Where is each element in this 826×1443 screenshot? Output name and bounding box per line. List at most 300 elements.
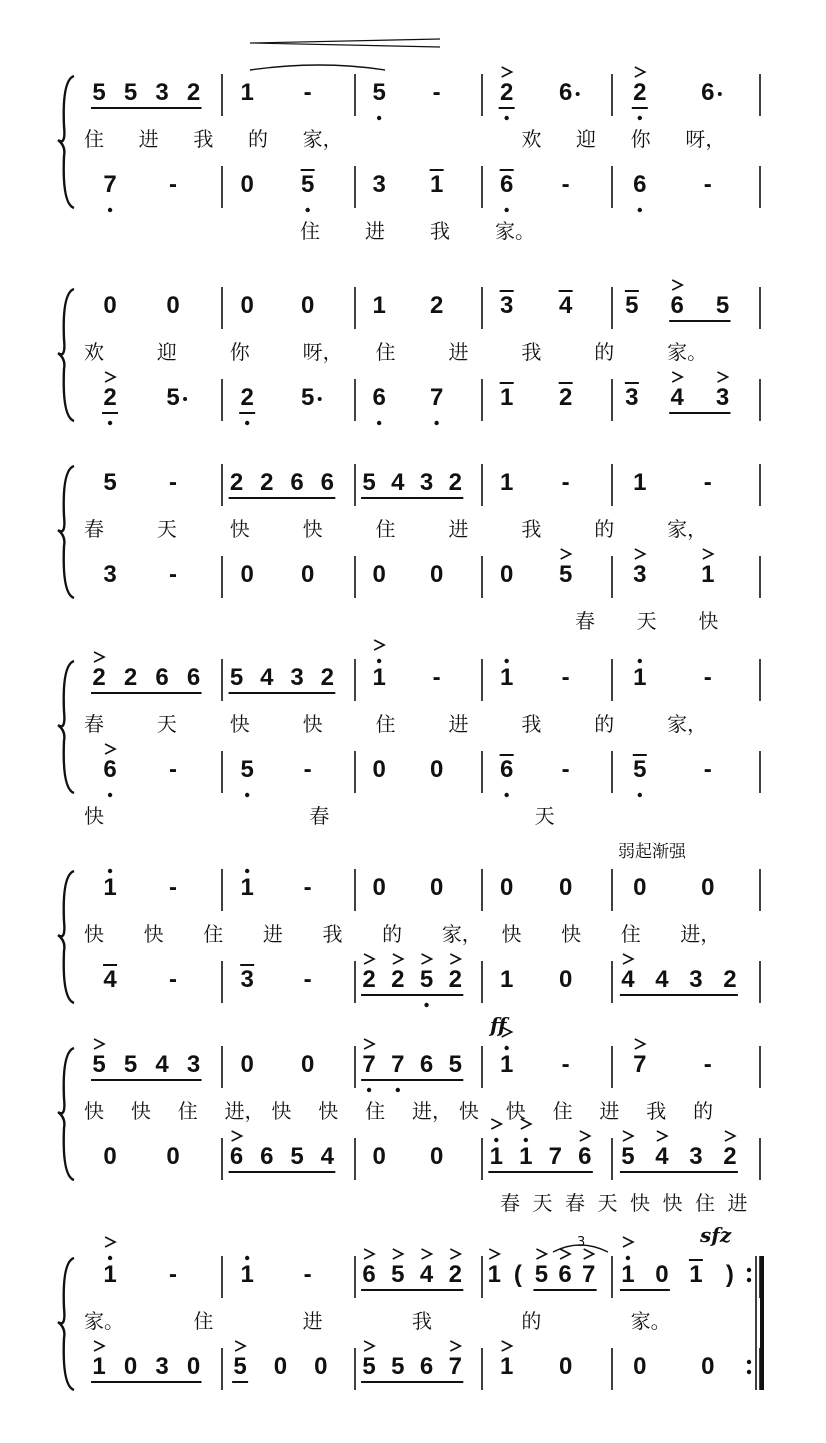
accent-mark xyxy=(584,1249,594,1259)
octave-dot-below xyxy=(245,421,249,425)
note: 0 xyxy=(103,292,117,319)
lyrics-line xyxy=(84,1099,713,1123)
note: 6 xyxy=(633,171,647,198)
octave-dot-above xyxy=(504,659,508,663)
dynamic-mark: sfz xyxy=(700,1223,732,1247)
staff-line-upper xyxy=(91,67,760,120)
lyric: 的 xyxy=(248,127,268,151)
accent-mark xyxy=(393,954,403,964)
lyrics-line xyxy=(575,609,718,633)
note: 6 xyxy=(419,1353,434,1380)
note: 1 xyxy=(499,1051,514,1078)
system-brace xyxy=(58,661,74,793)
note: 1 xyxy=(487,1261,501,1288)
note: 7 xyxy=(429,384,444,411)
note: 2 xyxy=(103,384,117,411)
note: 1 xyxy=(633,469,647,496)
note: 0 xyxy=(273,1353,288,1380)
lyric: 春 xyxy=(575,609,595,633)
accent-mark xyxy=(623,1237,633,1247)
lyrics-line xyxy=(84,127,725,151)
lyric: 快 xyxy=(302,712,323,736)
accent-mark xyxy=(422,1249,432,1259)
note: 1 xyxy=(621,1261,635,1288)
note: 4 xyxy=(391,469,405,496)
note: 0 xyxy=(558,874,573,901)
note: 7 xyxy=(548,1143,563,1170)
lyrics-line xyxy=(84,1309,671,1333)
note: 1 xyxy=(499,469,514,496)
lyric: 天 xyxy=(534,804,555,828)
lyric: 家， xyxy=(441,922,482,946)
lyric: 欢 xyxy=(521,127,542,151)
note: 0 xyxy=(429,1143,444,1170)
slur xyxy=(250,65,385,70)
accent-mark xyxy=(364,1341,374,1351)
note: 6 xyxy=(578,1143,592,1170)
note: 6 xyxy=(419,1051,434,1078)
lyric: 进 xyxy=(727,1191,748,1215)
lyric: 快 xyxy=(561,922,582,946)
octave-dot-above xyxy=(108,1256,112,1260)
staff-line-upper xyxy=(103,464,760,506)
note: 0 xyxy=(300,292,315,319)
lyric: 进 xyxy=(262,922,283,946)
lyric: 住 xyxy=(375,517,396,541)
accent-mark xyxy=(393,1249,403,1259)
staff-line-upper xyxy=(103,869,760,911)
lyric: 呀， xyxy=(685,127,726,151)
note: - xyxy=(169,171,178,198)
lyric: 家。 xyxy=(84,1309,124,1333)
note: 0 xyxy=(240,171,254,198)
staff-line-upper xyxy=(91,640,760,701)
accent-mark xyxy=(450,1249,460,1259)
lyric: 快 xyxy=(630,1191,650,1215)
note: 3 xyxy=(419,469,434,496)
note: - xyxy=(561,469,570,496)
note: 2 xyxy=(499,79,514,106)
accent-mark xyxy=(536,1249,546,1259)
accent-mark xyxy=(105,744,115,754)
note: 1 xyxy=(92,1353,106,1380)
note: 7 xyxy=(448,1353,462,1380)
accent-mark xyxy=(232,1131,242,1141)
lyrics-line xyxy=(84,340,707,364)
accent-mark xyxy=(105,1237,115,1247)
accent-mark xyxy=(623,1131,633,1141)
lyric: 快 xyxy=(501,922,522,946)
note: 5 xyxy=(362,1353,376,1380)
octave-dot-below xyxy=(108,793,112,797)
augmentation-dot xyxy=(318,397,322,401)
lyric: 住 xyxy=(375,340,396,364)
lyrics-line xyxy=(84,804,555,828)
triplet-number: 3 xyxy=(577,1235,586,1250)
accent-mark xyxy=(94,1341,104,1351)
note: 2 xyxy=(186,79,201,106)
note: 0 xyxy=(655,1261,669,1288)
note: 3 xyxy=(103,561,117,588)
note: 3 xyxy=(290,664,304,691)
note: 5 xyxy=(92,79,106,106)
note: 5 xyxy=(534,1261,549,1288)
lyric: 家。 xyxy=(495,219,535,243)
repeat-dot xyxy=(747,1360,751,1364)
accent-mark xyxy=(450,954,460,964)
note: 4 xyxy=(103,966,117,993)
octave-dot-below xyxy=(367,1088,371,1092)
accent-mark xyxy=(502,67,512,77)
note: 2 xyxy=(240,384,254,411)
octave-dot-below xyxy=(638,793,642,797)
note: 2 xyxy=(633,79,647,106)
note: 3 xyxy=(372,171,386,198)
accent-mark xyxy=(703,549,713,559)
note: - xyxy=(169,966,178,993)
octave-dot-below xyxy=(504,208,508,212)
note: 1 xyxy=(519,1143,533,1170)
lyric: 住 xyxy=(552,1099,573,1123)
lyric: 快 xyxy=(458,1099,479,1123)
note: 1 xyxy=(701,561,715,588)
accent-mark xyxy=(94,1039,104,1049)
note: 3 xyxy=(689,966,703,993)
staff-line-lower xyxy=(91,1341,760,1390)
note: 0 xyxy=(300,1051,315,1078)
lyric: 进 xyxy=(448,517,469,541)
note: 2 xyxy=(362,966,376,993)
lyric: 快 xyxy=(229,712,250,736)
note: 2 xyxy=(723,1143,737,1170)
lyric: 欢 xyxy=(84,340,104,364)
note: - xyxy=(703,171,712,198)
note: 7 xyxy=(633,1051,647,1078)
lyric: 我 xyxy=(322,922,343,946)
note: 2 xyxy=(92,664,106,691)
lyric: 进 xyxy=(448,340,469,364)
note: 7 xyxy=(391,1051,405,1078)
lyric: 的 xyxy=(594,340,615,364)
octave-dot-above xyxy=(377,659,381,663)
lyric: 的 xyxy=(521,1309,542,1333)
accent-mark xyxy=(450,1341,460,1351)
note: 1 xyxy=(103,1261,117,1288)
note: - xyxy=(561,171,570,198)
octave-dot-above xyxy=(524,1138,528,1142)
note: 0 xyxy=(240,292,254,319)
accent-mark xyxy=(491,1119,501,1129)
note: 2 xyxy=(123,664,138,691)
staff-line-upper xyxy=(103,280,760,329)
note: 5 xyxy=(300,171,315,198)
lyric: 春 xyxy=(84,712,104,736)
lyric: 我 xyxy=(412,1309,432,1333)
lyrics-line xyxy=(500,1191,748,1215)
octave-dot-above xyxy=(245,869,249,873)
note: 1 xyxy=(103,874,117,901)
note: 7 xyxy=(362,1051,376,1078)
lyric: 进， xyxy=(412,1099,452,1123)
lyric: 进 xyxy=(599,1099,620,1123)
lyric: 进， xyxy=(224,1099,265,1123)
note: 2 xyxy=(448,966,462,993)
octave-dot-below xyxy=(434,421,438,425)
lyric: 住 xyxy=(203,922,224,946)
accent-mark xyxy=(580,1131,590,1141)
note: 2 xyxy=(448,469,462,496)
lyric: 住 xyxy=(375,712,396,736)
note: 6 xyxy=(290,469,304,496)
note: 0 xyxy=(186,1353,201,1380)
note: 0 xyxy=(372,1143,386,1170)
staff-line-lower xyxy=(102,372,760,425)
lyrics-line xyxy=(300,219,535,243)
note: 5 xyxy=(300,384,315,411)
note: ) xyxy=(725,1261,734,1288)
note: 6 xyxy=(670,292,684,319)
lyrics-line xyxy=(84,517,707,541)
note: - xyxy=(432,664,441,691)
note: 0 xyxy=(372,561,386,588)
note: - xyxy=(169,756,178,783)
note: 0 xyxy=(372,756,386,783)
system-brace xyxy=(58,1258,74,1390)
note: 4 xyxy=(155,1051,169,1078)
accent-mark xyxy=(725,1131,735,1141)
note: 5 xyxy=(103,469,117,496)
note: 5 xyxy=(233,1353,247,1380)
note: 0 xyxy=(240,561,254,588)
staff-line-lower xyxy=(103,166,760,212)
note: 5 xyxy=(92,1051,106,1078)
octave-dot-below xyxy=(504,116,508,120)
note: 4 xyxy=(655,966,669,993)
note: 5 xyxy=(621,1143,635,1170)
lyric: 快 xyxy=(505,1099,526,1123)
note: 2 xyxy=(260,469,274,496)
note: - xyxy=(703,469,712,496)
note: 1 xyxy=(372,664,386,691)
lyric: 快 xyxy=(698,609,719,633)
note: 3 xyxy=(155,1353,169,1380)
note: 4 xyxy=(655,1143,669,1170)
accent-mark xyxy=(235,1341,245,1351)
note: 6 xyxy=(499,756,514,783)
note: 7 xyxy=(581,1261,596,1288)
note: - xyxy=(561,756,570,783)
accent-mark xyxy=(672,372,682,382)
note: 1 xyxy=(633,664,647,691)
lyric: 快 xyxy=(84,922,104,946)
note: 7 xyxy=(103,171,117,198)
lyric: 我 xyxy=(646,1099,667,1123)
note: 0 xyxy=(103,1143,117,1170)
lyric: 的 xyxy=(594,712,615,736)
note: 0 xyxy=(166,292,180,319)
accent-mark xyxy=(94,652,104,662)
note: - xyxy=(303,79,312,106)
lyric: 快 xyxy=(84,804,104,828)
note: 5 xyxy=(633,756,647,783)
note: 1 xyxy=(499,1353,514,1380)
accent-mark xyxy=(635,549,645,559)
accent-mark xyxy=(502,1341,512,1351)
lyric: 住 xyxy=(300,219,320,243)
lyric: 快 xyxy=(302,517,323,541)
note: 4 xyxy=(621,966,635,993)
lyric: 快 xyxy=(271,1099,292,1123)
accent-mark xyxy=(560,1249,570,1259)
octave-dot-below xyxy=(377,116,381,120)
system-brace xyxy=(58,871,74,1003)
note: 5 xyxy=(372,79,386,106)
staff-line-lower xyxy=(103,954,760,1007)
note: 4 xyxy=(419,1261,434,1288)
lyric: 天 xyxy=(156,712,177,736)
note: 5 xyxy=(166,384,180,411)
lyric: 迎 xyxy=(576,127,596,151)
note: 0 xyxy=(240,1051,254,1078)
octave-dot-above xyxy=(245,1256,249,1260)
note: 0 xyxy=(633,1353,647,1380)
note: 0 xyxy=(300,561,315,588)
repeat-dot xyxy=(747,1268,751,1272)
note: 5 xyxy=(391,1353,405,1380)
accent-mark xyxy=(374,640,384,650)
octave-dot-below xyxy=(504,793,508,797)
lyric: 进 xyxy=(365,219,385,243)
lyrics-line xyxy=(84,712,707,736)
lyric: 春 xyxy=(565,1191,585,1215)
note: - xyxy=(169,1261,178,1288)
lyric: 天 xyxy=(636,609,657,633)
system-brace xyxy=(58,1048,74,1180)
expression-text: 弱起渐强 xyxy=(618,842,686,862)
hairpin xyxy=(250,39,440,47)
note: - xyxy=(703,756,712,783)
lyric: 我 xyxy=(521,712,542,736)
accent-mark xyxy=(635,67,645,77)
augmentation-dot xyxy=(576,92,580,96)
lyric: 的 xyxy=(693,1099,714,1123)
lyric: 快 xyxy=(84,1099,104,1123)
octave-dot-below xyxy=(305,208,309,212)
note: 5 xyxy=(229,664,244,691)
accent-mark xyxy=(635,1039,645,1049)
note: 3 xyxy=(155,79,169,106)
note: 0 xyxy=(123,1353,138,1380)
note: 2 xyxy=(391,966,405,993)
note: 0 xyxy=(701,1353,715,1380)
note: 4 xyxy=(558,292,573,319)
lyric: 快 xyxy=(143,922,164,946)
note: 0 xyxy=(429,561,444,588)
staff-line-upper xyxy=(103,1237,760,1298)
note: 5 xyxy=(362,469,376,496)
note: - xyxy=(561,664,570,691)
note: 3 xyxy=(499,292,514,319)
note: 5 xyxy=(240,756,254,783)
lyric: 我 xyxy=(193,127,214,151)
note: 3 xyxy=(715,384,730,411)
note: 0 xyxy=(499,561,514,588)
system-brace xyxy=(58,466,74,598)
lyric: 家， xyxy=(667,712,708,736)
lyric: 我 xyxy=(521,517,542,541)
octave-dot-above xyxy=(108,869,112,873)
lyric: 春 xyxy=(500,1191,520,1215)
octave-dot-above xyxy=(638,659,642,663)
staff-line-lower xyxy=(103,549,760,598)
note: 5 xyxy=(715,292,730,319)
lyric: 的 xyxy=(594,517,615,541)
octave-dot-below xyxy=(396,1088,400,1092)
accent-mark xyxy=(105,372,115,382)
note: 4 xyxy=(260,664,274,691)
note: 1 xyxy=(240,1261,254,1288)
note: - xyxy=(169,469,178,496)
lyric: 呀， xyxy=(302,340,343,364)
note: 2 xyxy=(429,292,444,319)
augmentation-dot xyxy=(718,92,722,96)
lyric: 家。 xyxy=(630,1309,671,1333)
note: 1 xyxy=(372,292,386,319)
accent-mark xyxy=(422,954,432,964)
accent-mark xyxy=(657,1131,667,1141)
octave-dot-above xyxy=(494,1138,498,1142)
lyric: 春 xyxy=(309,804,330,828)
staff-line-lower xyxy=(103,744,760,797)
note: 2 xyxy=(448,1261,462,1288)
note: 1 xyxy=(499,664,514,691)
note: 4 xyxy=(670,384,684,411)
note: 0 xyxy=(701,874,715,901)
staff-line-lower xyxy=(103,1119,760,1180)
note: 6 xyxy=(558,79,573,106)
note: 0 xyxy=(429,874,444,901)
note: 1 xyxy=(689,1261,703,1288)
lyric: 家， xyxy=(302,127,343,151)
lyric: 住 xyxy=(177,1099,198,1123)
note: 5 xyxy=(123,79,138,106)
lyric: 你 xyxy=(229,340,250,364)
lyric: 进 xyxy=(448,712,469,736)
note: 5 xyxy=(391,1261,405,1288)
note: 0 xyxy=(429,756,444,783)
lyric: 快 xyxy=(130,1099,151,1123)
accent-mark xyxy=(623,954,633,964)
note: - xyxy=(303,1261,312,1288)
note: 1 xyxy=(489,1143,504,1170)
note: 0 xyxy=(633,874,647,901)
note: 1 xyxy=(240,874,254,901)
dynamic-mark: ff xyxy=(490,1013,507,1037)
note: 5 xyxy=(123,1051,138,1078)
note: 6 xyxy=(229,1143,244,1170)
octave-dot-below xyxy=(377,421,381,425)
lyric: 住 xyxy=(365,1099,386,1123)
system-brace xyxy=(58,76,74,208)
note: 2 xyxy=(558,384,573,411)
lyric: 家， xyxy=(667,517,708,541)
lyric: 住 xyxy=(695,1191,715,1215)
note: 6 xyxy=(362,1261,376,1288)
note: 6 xyxy=(260,1143,274,1170)
repeat-dot xyxy=(747,1370,751,1374)
note: 6 xyxy=(558,1261,572,1288)
note: ( xyxy=(513,1261,522,1288)
